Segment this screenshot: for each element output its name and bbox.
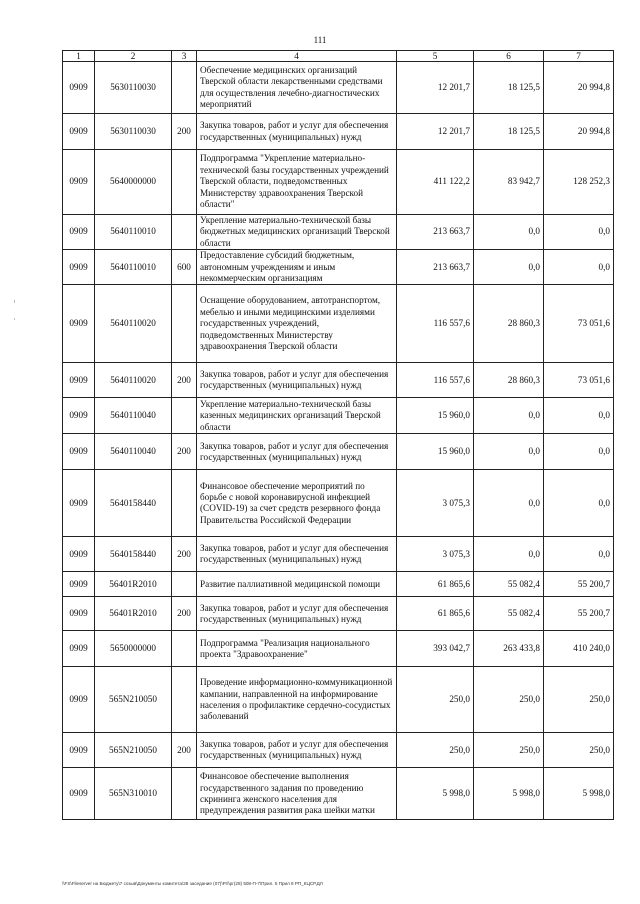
table-cell-value-1: 3 075,3 <box>397 470 474 537</box>
table-cell-section: 0909 <box>63 667 95 733</box>
table-cell-section: 0909 <box>63 768 95 820</box>
table-cell-expense: 600 <box>172 250 197 285</box>
table-row <box>63 537 614 572</box>
table-cell-value-3: 128 252,3 <box>544 150 614 215</box>
table-cell-name: Подпрограмма "Реализация национального проекта "Здравоохранение" <box>197 631 397 667</box>
table-cell-value-2: 28 860,3 <box>474 363 544 398</box>
table-cell-target: 5630110030 <box>95 62 172 114</box>
table-cell-value-2: 18 125,5 <box>474 114 544 150</box>
table-cell-value-3: 73 051,6 <box>544 363 614 398</box>
table-row <box>63 597 614 631</box>
table-cell-name: Закупка товаров, работ и услуг для обеспечения государственных (муниципальных) нужд <box>197 733 397 768</box>
table-cell-section: 0909 <box>63 572 95 597</box>
table-cell-value-1: 15 960,0 <box>397 398 474 434</box>
table-cell-value-2: 0,0 <box>474 250 544 285</box>
table-cell-name: Финансовое обеспечение выполнения государственного задания по проведению скрининга женского населения для предупреждения развития рака шейки матки <box>197 768 397 820</box>
table-cell-expense <box>172 150 197 215</box>
table-row <box>63 572 614 597</box>
table-cell-value-2: 0,0 <box>474 537 544 572</box>
table-cell-expense: 200 <box>172 537 197 572</box>
table-cell-value-2: 5 998,0 <box>474 768 544 820</box>
margin-mark <box>14 318 15 320</box>
table-cell-section: 0909 <box>63 434 95 470</box>
table-cell-value-3: 0,0 <box>544 250 614 285</box>
table-row <box>63 150 614 215</box>
table-cell-value-2: 55 082,4 <box>474 597 544 631</box>
col-header-target: 2 <box>95 51 172 62</box>
table-cell-target: 5640110040 <box>95 398 172 434</box>
table-cell-value-1: 116 557,6 <box>397 285 474 363</box>
table-cell-target: 5640110010 <box>95 215 172 250</box>
table-row <box>63 470 614 537</box>
table-cell-target: 5640110040 <box>95 434 172 470</box>
table-cell-value-3: 250,0 <box>544 667 614 733</box>
table-cell-name: Подпрограмма "Укрепление материально-технической базы государственных учреждений Тверской области, подведомственных Министерству здравоохранения Тверской области" <box>197 150 397 215</box>
table-cell-expense <box>172 215 197 250</box>
table-cell-name: Укрепление материально-технической базы казенных медицинских организаций Тверской области <box>197 398 397 434</box>
table-cell-value-1: 3 075,3 <box>397 537 474 572</box>
table-cell-expense <box>172 285 197 363</box>
table-cell-name: Закупка товаров, работ и услуг для обеспечения государственных (муниципальных) нужд <box>197 434 397 470</box>
table-cell-section: 0909 <box>63 215 95 250</box>
table-row <box>63 215 614 250</box>
table-cell-section: 0909 <box>63 597 95 631</box>
table-cell-value-1: 61 865,6 <box>397 572 474 597</box>
table-cell-value-2: 0,0 <box>474 215 544 250</box>
margin-mark <box>14 300 15 303</box>
table-cell-value-3: 0,0 <box>544 398 614 434</box>
table-cell-name: Закупка товаров, работ и услуг для обеспечения государственных (муниципальных) нужд <box>197 537 397 572</box>
table-cell-section: 0909 <box>63 398 95 434</box>
table-cell-target: 5640110020 <box>95 363 172 398</box>
table-cell-value-3: 55 200,7 <box>544 572 614 597</box>
table-cell-value-3: 20 994,8 <box>544 114 614 150</box>
table-cell-value-2: 18 125,5 <box>474 62 544 114</box>
table-row <box>63 667 614 733</box>
table-cell-name: Закупка товаров, работ и услуг для обеспечения государственных (муниципальных) нужд <box>197 363 397 398</box>
table-cell-name: Закупка товаров, работ и услуг для обеспечения государственных (муниципальных) нужд <box>197 114 397 150</box>
table-cell-target: 5640158440 <box>95 470 172 537</box>
table-cell-value-1: 411 122,2 <box>397 150 474 215</box>
table-cell-target: 56401R2010 <box>95 572 172 597</box>
table-row <box>63 285 614 363</box>
table-cell-section: 0909 <box>63 285 95 363</box>
table-cell-value-1: 213 663,7 <box>397 250 474 285</box>
table-cell-expense: 200 <box>172 597 197 631</box>
table-cell-value-3: 410 240,0 <box>544 631 614 667</box>
table-row <box>63 398 614 434</box>
table-cell-value-2: 0,0 <box>474 434 544 470</box>
table-cell-value-2: 0,0 <box>474 398 544 434</box>
col-header-expense: 3 <box>172 51 197 62</box>
table-cell-section: 0909 <box>63 62 95 114</box>
col-header-value-3: 7 <box>544 51 614 62</box>
table-cell-value-1: 15 960,0 <box>397 434 474 470</box>
table-cell-section: 0909 <box>63 363 95 398</box>
table-row <box>63 733 614 768</box>
table-cell-target: 5640110010 <box>95 250 172 285</box>
table-cell-value-1: 12 201,7 <box>397 62 474 114</box>
table-cell-name: Оснащение оборудованием, автотранспортом, мебелью и иными медицинскими изделиями государственных учреждений, подведомственных Министерству здравоохранения Тверской области <box>197 285 397 363</box>
table-cell-value-2: 263 433,8 <box>474 631 544 667</box>
table-cell-section: 0909 <box>63 250 95 285</box>
table-cell-section: 0909 <box>63 537 95 572</box>
table-cell-value-3: 55 200,7 <box>544 597 614 631</box>
table-row <box>63 434 614 470</box>
table-cell-section: 0909 <box>63 470 95 537</box>
table-cell-expense <box>172 667 197 733</box>
table-cell-section: 0909 <box>63 631 95 667</box>
table-cell-value-2: 28 860,3 <box>474 285 544 363</box>
table-cell-name: Укрепление материально-технической базы бюджетных медицинских организаций Тверской области <box>197 215 397 250</box>
table-cell-value-3: 73 051,6 <box>544 285 614 363</box>
table-cell-name: Обеспечение медицинских организаций Тверской области лекарственными средствами для осуществления лечебно-диагностических мероприятий <box>197 62 397 114</box>
file-path-footer: \\FS\Fileserver на Бюджету\7 созыв\Документы комитета\28 заседание (07)\Ргl\рг(28) 508-П-7\Прил. 5 Прил 8 РП_КЦСР.ДЛ <box>62 881 323 886</box>
header-row <box>63 51 614 62</box>
table-cell-value-3: 5 998,0 <box>544 768 614 820</box>
table-cell-target: 5650000000 <box>95 631 172 667</box>
table-row <box>63 363 614 398</box>
table-cell-expense: 200 <box>172 363 197 398</box>
table-cell-value-1: 250,0 <box>397 733 474 768</box>
table-cell-target: 565N210050 <box>95 667 172 733</box>
table-row <box>63 768 614 820</box>
table-cell-value-3: 0,0 <box>544 537 614 572</box>
table-cell-value-3: 0,0 <box>544 215 614 250</box>
col-header-name: 4 <box>197 51 397 62</box>
table-cell-expense <box>172 62 197 114</box>
table-cell-value-3: 20 994,8 <box>544 62 614 114</box>
table-cell-value-3: 250,0 <box>544 733 614 768</box>
col-header-section: 1 <box>63 51 95 62</box>
table-cell-expense: 200 <box>172 733 197 768</box>
col-header-value-1: 5 <box>397 51 474 62</box>
table-cell-target: 5640110020 <box>95 285 172 363</box>
table-row <box>63 62 614 114</box>
table-cell-value-2: 83 942,7 <box>474 150 544 215</box>
budget-table <box>62 50 614 820</box>
table-cell-value-3: 0,0 <box>544 434 614 470</box>
table-row <box>63 250 614 285</box>
table-cell-value-1: 5 998,0 <box>397 768 474 820</box>
table-cell-target: 5640158440 <box>95 537 172 572</box>
table-cell-section: 0909 <box>63 114 95 150</box>
table-cell-name: Финансовое обеспечение мероприятий по борьбе с новой коронавирусной инфекцией (COVID-19) за счет средств резервного фонда Правительства Российской Федерации <box>197 470 397 537</box>
table-cell-value-1: 61 865,6 <box>397 597 474 631</box>
table-cell-section: 0909 <box>63 733 95 768</box>
table-cell-target: 565N210050 <box>95 733 172 768</box>
table-cell-expense <box>172 470 197 537</box>
table-row <box>63 631 614 667</box>
table-cell-value-2: 250,0 <box>474 667 544 733</box>
table-cell-name: Закупка товаров, работ и услуг для обеспечения государственных (муниципальных) нужд <box>197 597 397 631</box>
table-cell-value-1: 12 201,7 <box>397 114 474 150</box>
table-cell-expense <box>172 572 197 597</box>
table-cell-expense: 200 <box>172 434 197 470</box>
page-number: 111 <box>313 35 327 45</box>
table-cell-target: 5630110030 <box>95 114 172 150</box>
table-cell-target: 56401R2010 <box>95 597 172 631</box>
table-cell-name: Развитие паллиативной медицинской помощи <box>197 572 397 597</box>
table-cell-name: Предоставление субсидий бюджетным, автономным учреждениям и иным некоммерческим организациям <box>197 250 397 285</box>
table-row <box>63 114 614 150</box>
table-cell-value-2: 0,0 <box>474 470 544 537</box>
table-cell-target: 565N310010 <box>95 768 172 820</box>
table-cell-value-1: 393 042,7 <box>397 631 474 667</box>
table-cell-name: Проведение информационно-коммуникационной кампании, направленной на информирование населения о профилактике сердечно-сосудистых заболеваний <box>197 667 397 733</box>
table-cell-value-2: 250,0 <box>474 733 544 768</box>
col-header-value-2: 6 <box>474 51 544 62</box>
table-cell-value-1: 116 557,6 <box>397 363 474 398</box>
table-cell-value-3: 0,0 <box>544 470 614 537</box>
table-cell-value-1: 250,0 <box>397 667 474 733</box>
table-cell-value-2: 55 082,4 <box>474 572 544 597</box>
table-cell-target: 5640000000 <box>95 150 172 215</box>
table-cell-expense <box>172 631 197 667</box>
table-cell-section: 0909 <box>63 150 95 215</box>
table-cell-expense <box>172 398 197 434</box>
table-cell-expense <box>172 768 197 820</box>
table-cell-value-1: 213 663,7 <box>397 215 474 250</box>
table-cell-expense: 200 <box>172 114 197 150</box>
